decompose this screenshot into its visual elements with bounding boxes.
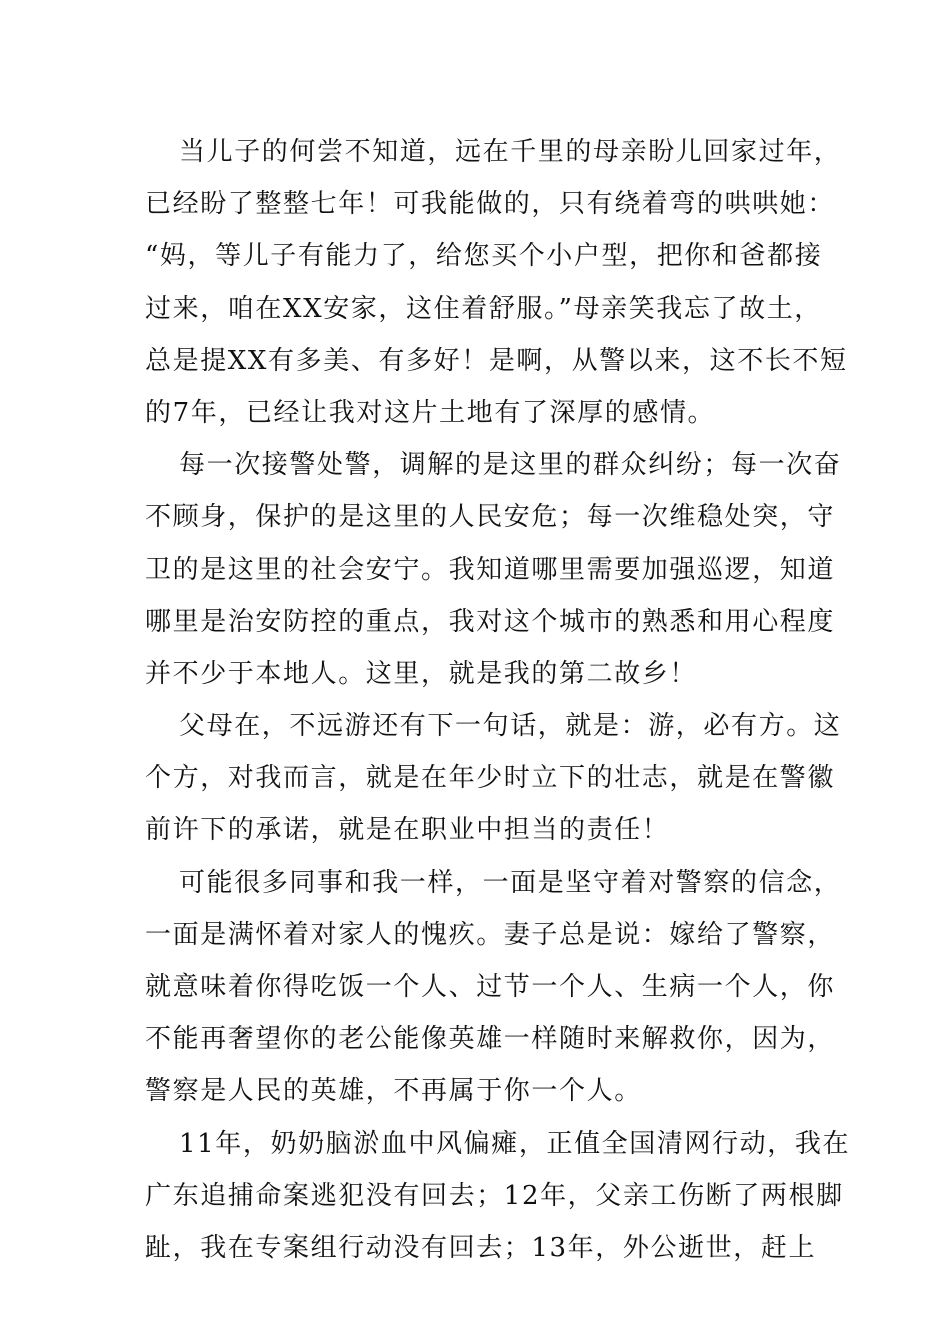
text-line: 总是提XX有多美、有多好！是啊，从警以来，这不长不短 [145, 345, 848, 376]
text-line: 每一次接警处警，调解的是这里的群众纠纷；每一次奋 [179, 450, 842, 481]
text-line: 警察是人民的英雄，不再属于你一个人。 [145, 1076, 642, 1107]
text-line: 过来，咱在XX安家，这住着舒服。”母亲笑我忘了故土， [145, 293, 822, 324]
text-line: 并不少于本地人。这里，就是我的第二故乡！ [145, 658, 698, 689]
text-line: 个方，对我而言，就是在年少时立下的壮志，就是在警徽 [145, 763, 836, 794]
text-line: 卫的是这里的社会安宁。我知道哪里需要加强巡逻，知道 [145, 554, 836, 585]
text-line: 的7年，已经让我对这片土地有了深厚的感情。 [145, 397, 716, 428]
text-line: 已经盼了整整七年！可我能做的，只有绕着弯的哄哄她： [145, 189, 836, 220]
text-line: “妈，等儿子有能力了，给您买个小户型，把你和爸都接 [145, 241, 823, 272]
document-body [145, 126, 851, 1274]
text-line: 趾，我在专案组行动没有回去；13年，外公逝世，赶上 [145, 1232, 817, 1263]
text-line: 不能再奢望你的老公能像英雄一样随时来解救你，因为， [145, 1024, 836, 1055]
text-line: 11年，奶奶脑淤血中风偏瘫，正值全国清网行动，我在 [179, 1128, 851, 1159]
text-line: 父母在，不远游还有下一句话，就是：游，必有方。这 [179, 711, 842, 742]
text-line: 可能很多同事和我一样，一面是坚守着对警察的信念， [179, 867, 842, 898]
text-line: 哪里是治安防控的重点，我对这个城市的熟悉和用心程度 [145, 606, 836, 637]
text-line: 广东追捕命案逃犯没有回去；12年，父亲工伤断了两根脚 [145, 1180, 844, 1211]
text-line: 一面是满怀着对家人的愧疚。妻子总是说：嫁给了警察， [145, 919, 836, 950]
text-line: 不顾身，保护的是这里的人民安危；每一次维稳处突，守 [145, 502, 836, 533]
text-line: 当儿子的何尝不知道，远在千里的母亲盼儿回家过年， [179, 137, 842, 167]
text-line: 就意味着你得吃饭一个人、过节一个人、生病一个人，你 [145, 972, 836, 1002]
text-line: 前许下的承诺，就是在职业中担当的责任！ [145, 815, 670, 846]
